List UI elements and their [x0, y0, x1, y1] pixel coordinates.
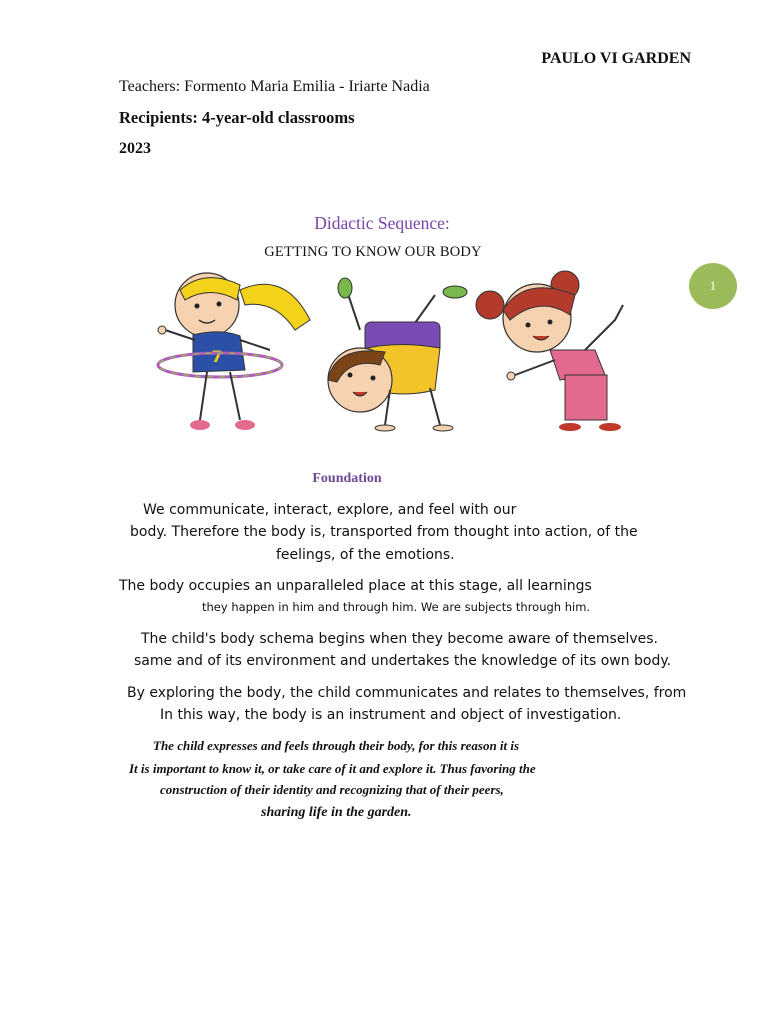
boy-handstand-figure	[328, 278, 467, 431]
foundation-heading: Foundation	[312, 471, 382, 486]
recipients-line: Recipients: 4-year-old classrooms	[119, 108, 355, 127]
jersey-number: 7	[211, 347, 223, 366]
sequence-subtitle: GETTING TO KNOW OUR BODY	[264, 244, 482, 260]
foundation-line-3: feelings, of the emotions.	[276, 547, 455, 563]
foundation-line-4: The body occupies an unparalleled place at this stage, all learnings	[119, 578, 592, 594]
children-exercising-illustration	[145, 270, 640, 440]
foundation-line-8: By exploring the body, the child communicates and relates to themselves, from	[127, 685, 687, 701]
girl-stretching-figure	[476, 271, 623, 431]
foundation-line-2: body. Therefore the body is, transported from thought into action, of the	[130, 524, 638, 540]
year: 2023	[119, 140, 151, 157]
school-name: PAULO VI GARDEN	[541, 50, 691, 67]
closing-line-1: The child expresses and feels through their body, for this reason it is	[153, 738, 520, 753]
closing-line-4: sharing life in the garden.	[261, 805, 412, 820]
foundation-line-9: In this way, the body is an instrument and object of investigation.	[160, 707, 622, 723]
foundation-line-7: same and of its environment and undertakes the knowledge of its own body.	[134, 653, 672, 669]
closing-line-2: It is important to know it, or take care of it and explore it. Thus favoring the	[129, 761, 536, 776]
page-number-badge: 1	[689, 263, 737, 309]
sequence-title: Didactic Sequence:	[314, 213, 450, 233]
closing-line-3: construction of their identity and recognizing that of their peers,	[160, 782, 504, 797]
girl-hula-hoop-figure	[158, 273, 310, 430]
teachers-line: Teachers: Formento Maria Emilia - Iriarte Nadia	[119, 78, 430, 95]
foundation-line-6: The child's body schema begins when they become aware of themselves.	[141, 631, 658, 647]
foundation-line-5: they happen in him and through him. We are subjects through him.	[202, 600, 591, 614]
foundation-line-1: We communicate, interact, explore, and feel with our	[143, 502, 517, 518]
